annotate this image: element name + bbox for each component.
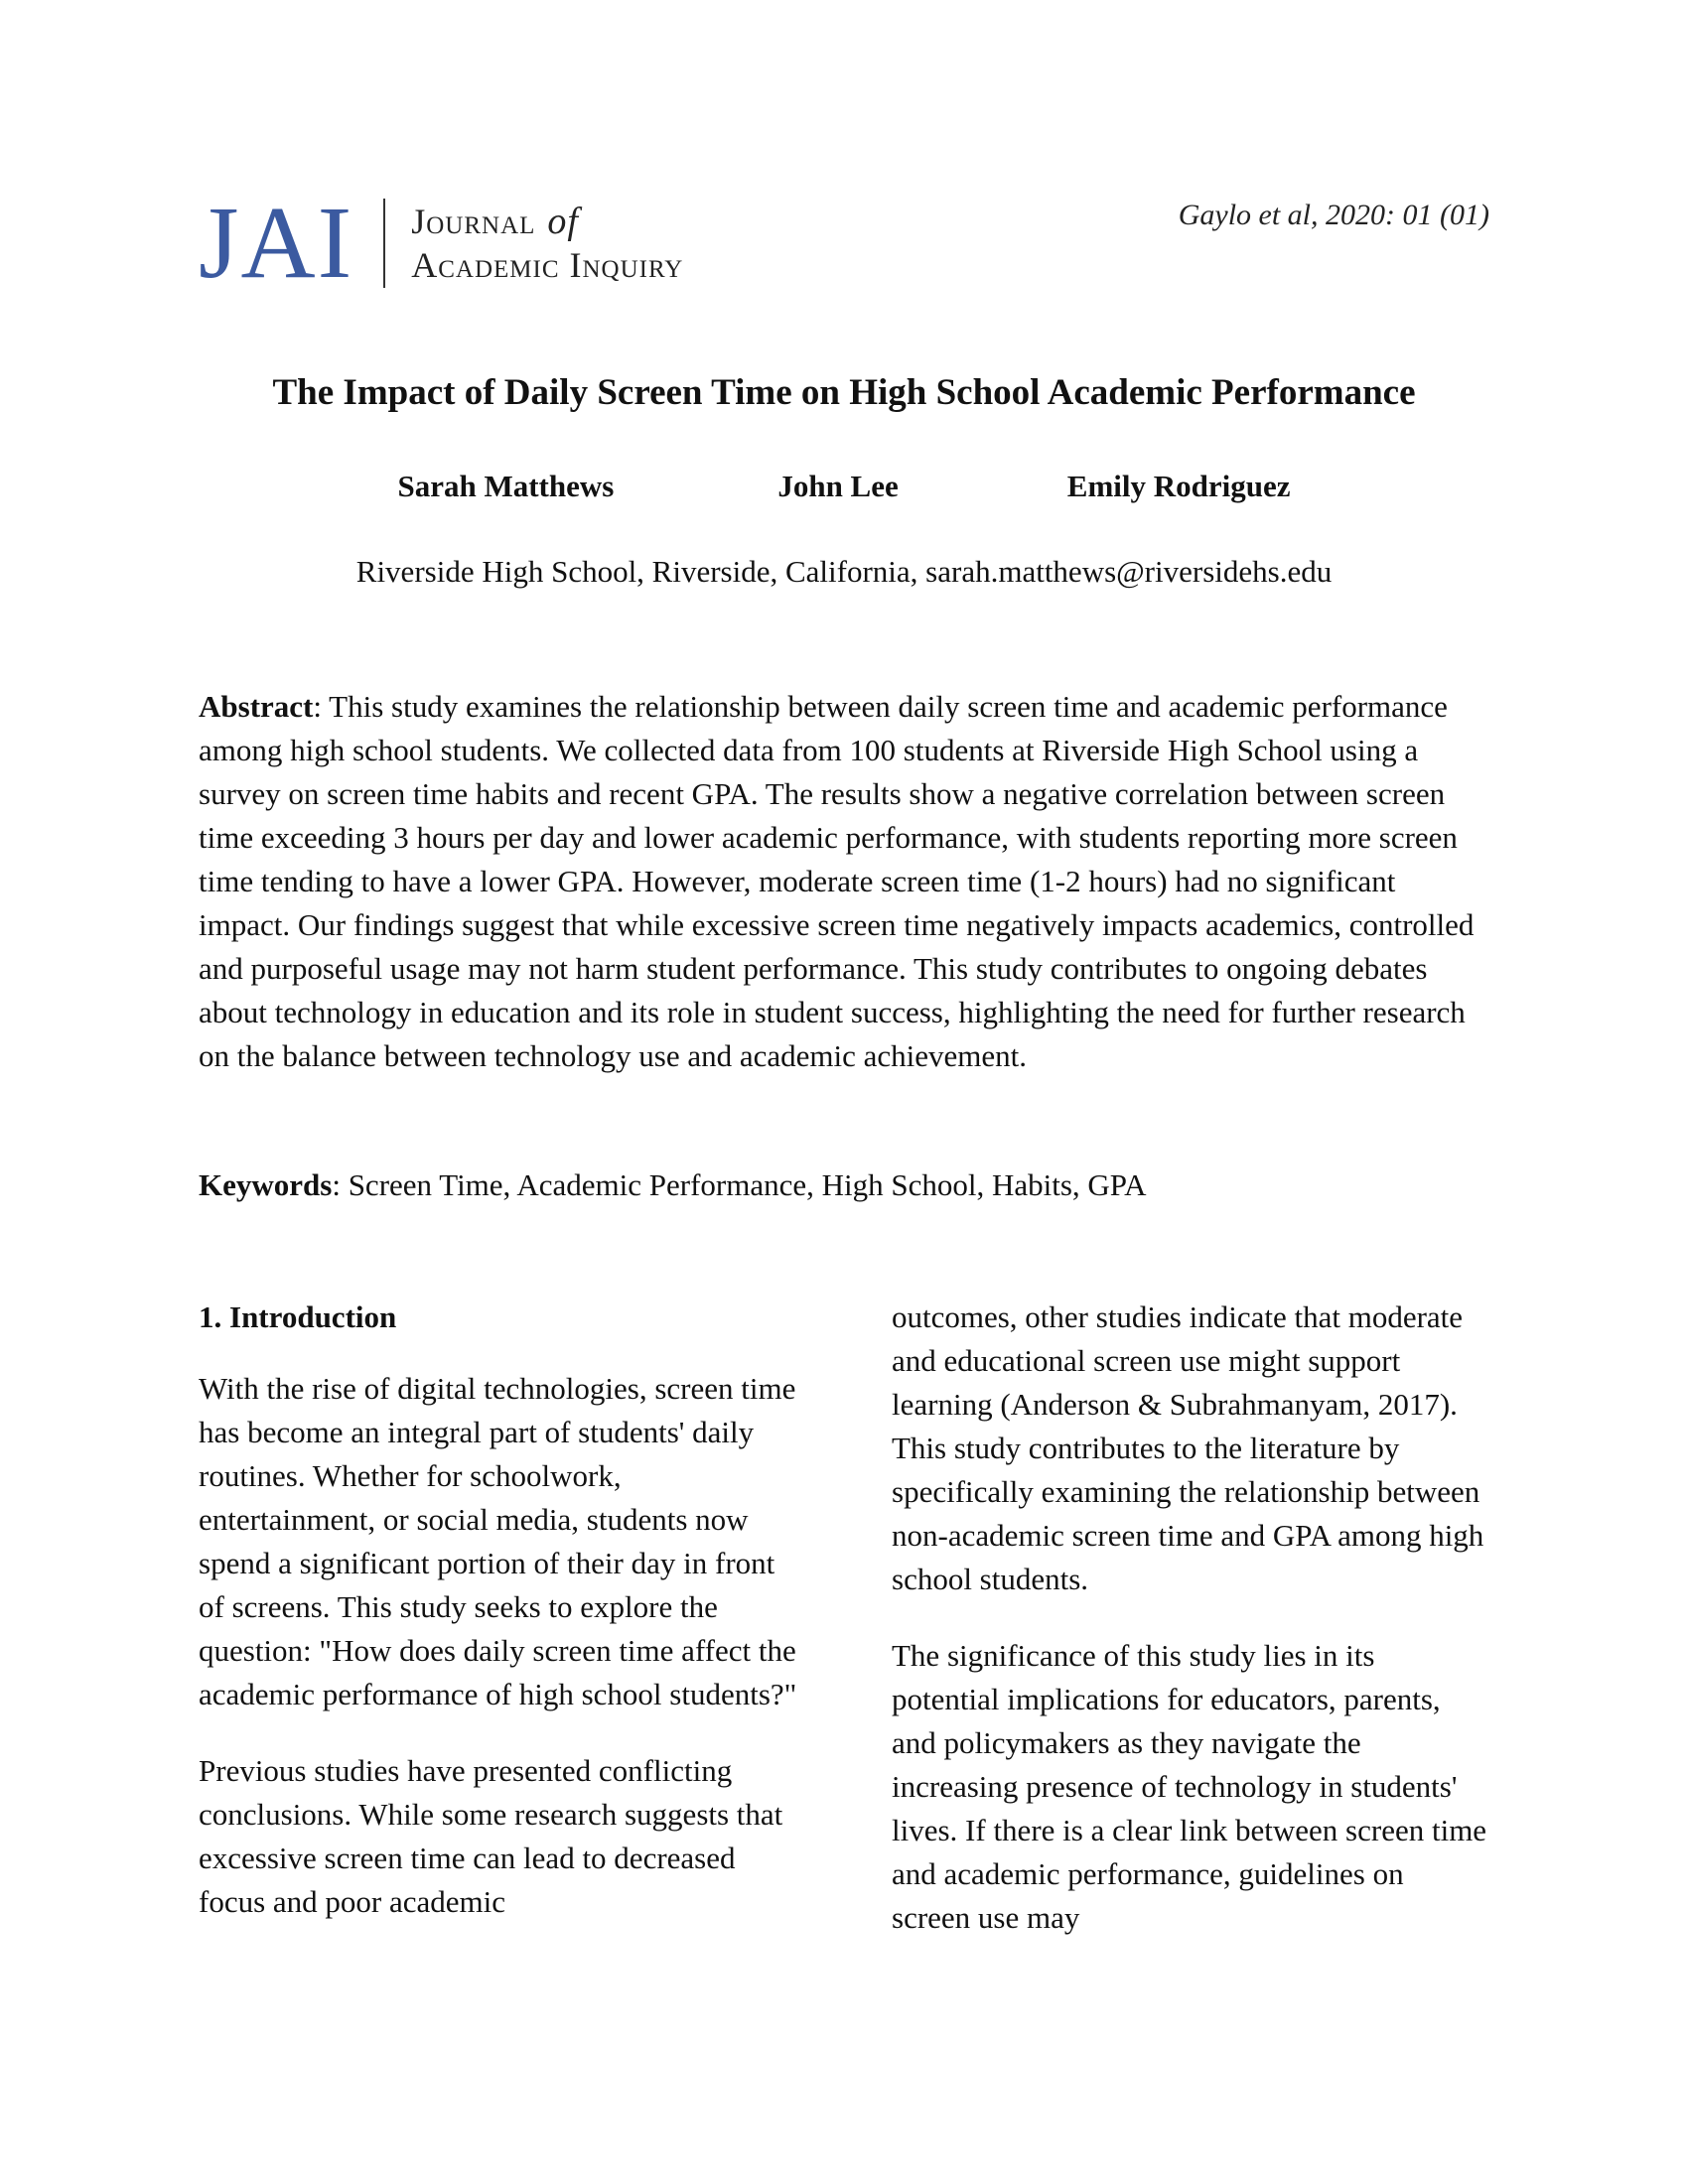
- paper-title: The Impact of Daily Screen Time on High School Academic Performance: [272, 372, 1416, 413]
- abstract-text: : This study examines the relationship between daily screen time and academic performance among high school students. We collected data from 100 students at Riverside High School using a survey on screen time habits and recent GPA. The results show a negative correlation between screen time exceeding 3 hours per day and lower academic performance, with students reporting more screen time tending to have a lower GPA. However, moderate screen time (1-2 hours) had no significant impact. Our findings suggest that while excessive screen time negatively impacts academics, controlled and purposeful usage may not harm student performance. This study contributes to ongoing debates about technology in education and its role in student success, highlighting the need for further research on the balance between technology use and academic achievement.: [199, 689, 1475, 1073]
- section-heading: 1. Introduction: [199, 1299, 397, 1334]
- affiliation: Riverside High School, Riverside, California, sarah.matthews@riversidehs.edu: [355, 554, 1333, 589]
- logo-line-2: Academic Inquiry: [411, 245, 684, 285]
- author-name: Emily Rodriguez: [1066, 469, 1291, 503]
- paragraph: Previous studies have presented conflicting conclusions. While some research suggests that excessive screen time can lead to decreased focus and poor academic: [199, 1753, 783, 1919]
- right-column: [892, 1296, 1489, 1973]
- paragraph: The significance of this study lies in its potential implications for educators, parents, and policymakers as they navigate the increasing presence of technology in students' lives. If there is a clear link between screen time and academic performance, guidelines on screen use may: [892, 1638, 1487, 1935]
- author-name: John Lee: [777, 469, 899, 503]
- journal-logo: [199, 186, 684, 300]
- keywords-text: : Screen Time, Academic Performance, High School, Habits, GPA: [332, 1167, 1147, 1202]
- keywords-label: Keywords: [199, 1167, 333, 1202]
- logo-line-1: [411, 200, 683, 243]
- citation: Gaylo et al, 2020: 01 (01): [1178, 199, 1489, 231]
- logo-of: of: [547, 201, 579, 242]
- logo-journal: Journal: [411, 202, 536, 241]
- paragraph: outcomes, other studies indicate that moderate and educational screen use might support learning (Anderson & Subrahmanyam, 2017). This study contributes to the literature by specifically examining the relationship between non-academic screen time and GPA among high school students.: [892, 1299, 1484, 1596]
- keywords: [199, 1163, 1489, 1207]
- logo-wordmark: [411, 200, 683, 287]
- logo-divider: [383, 199, 385, 288]
- left-column: [199, 1296, 804, 1957]
- author-list: [0, 469, 1688, 504]
- logo-mark: JAI: [199, 186, 354, 300]
- author-name: Sarah Matthews: [397, 469, 615, 503]
- paragraph: With the rise of digital technologies, screen time has become an integral part of students' daily routines. Whether for schoolwork, entertainment, or social media, students now spend a significant portion of their day in front of screens. This study seeks to explore the question: "How does daily screen time affect the academic performance of high school students?": [199, 1371, 797, 1711]
- abstract: [199, 685, 1489, 1078]
- abstract-label: Abstract: [199, 689, 314, 724]
